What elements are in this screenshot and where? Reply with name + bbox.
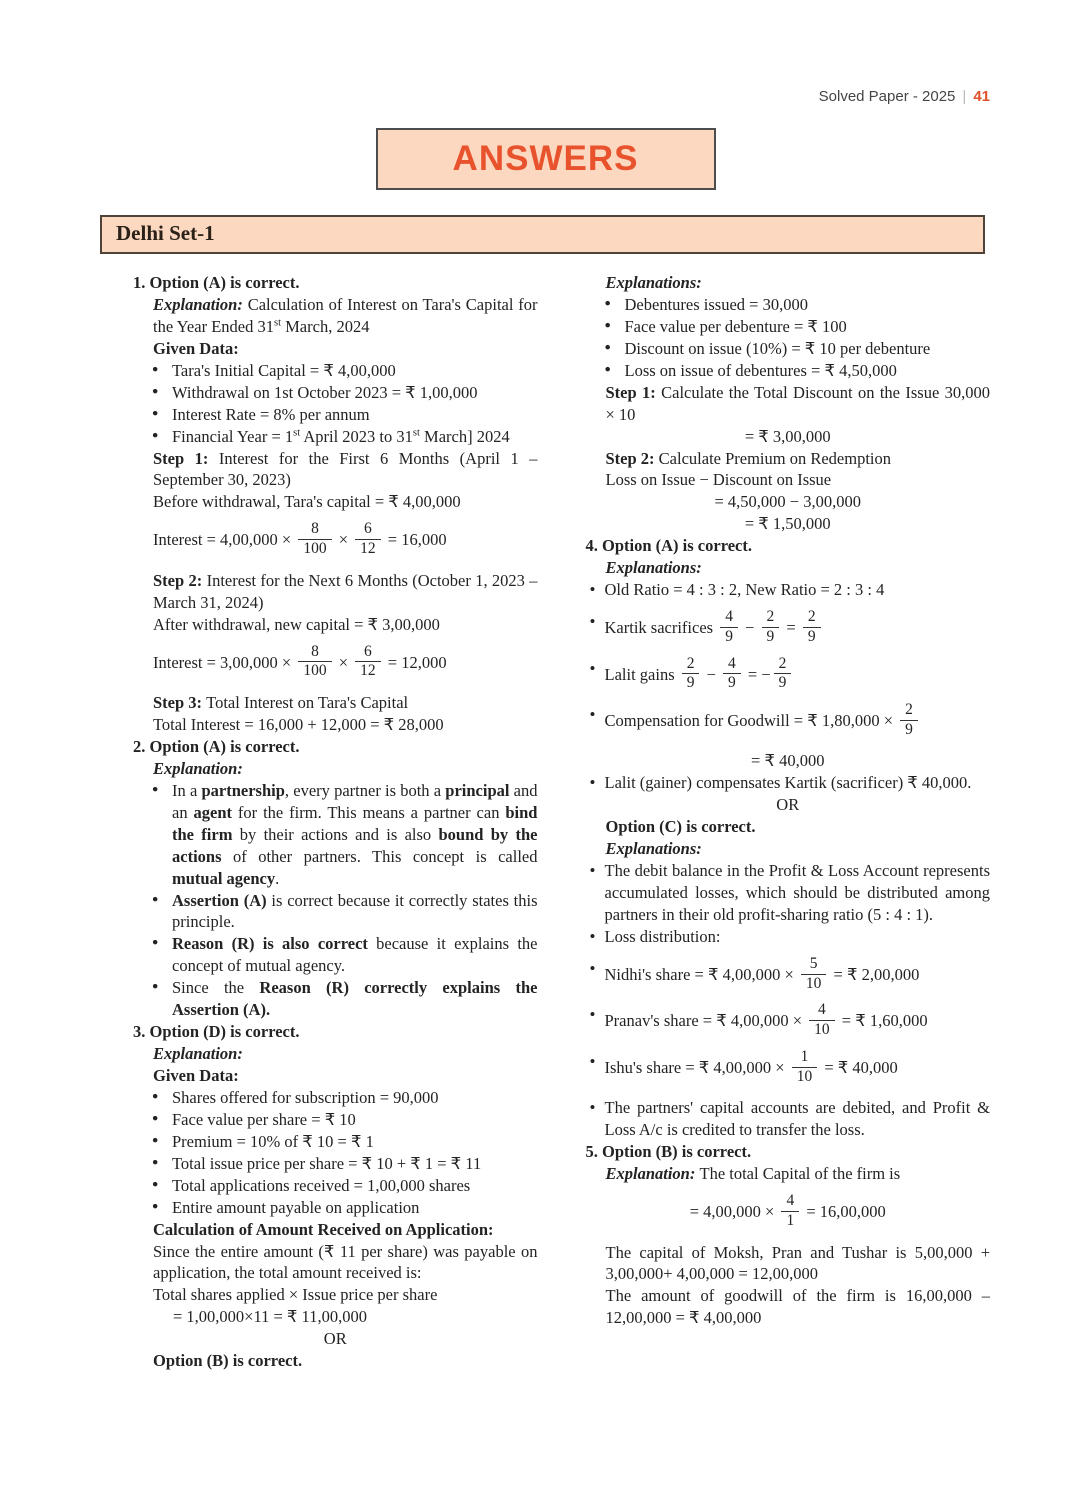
text-segment: Since the entire amount (₹ 11 per share) was payable on application, the total amount received is:: [153, 1241, 538, 1283]
text-line: [586, 750, 991, 772]
text-segment: and an: [172, 780, 538, 822]
text-segment: After withdrawal, new capital = ₹ 3,00,000: [153, 614, 440, 634]
text-segment: March] 2024: [419, 426, 510, 446]
fraction-denominator: 9: [778, 674, 787, 692]
text-line: [133, 382, 538, 404]
question-heading: [586, 535, 991, 557]
fraction-denominator: 10: [796, 1067, 813, 1085]
fraction-denominator: 10: [805, 974, 822, 992]
text-segment: = 1,00,000×11 = ₹ 11,00,000: [173, 1307, 367, 1327]
text-segment: Total Interest on Tara's Capital: [206, 693, 409, 713]
fraction-denominator: 9: [766, 627, 775, 645]
text-segment: for the firm. This means a partner can: [232, 802, 506, 822]
text-line: [133, 890, 538, 934]
text-line: [586, 954, 991, 994]
text-segment: Withdrawal on 1st October 2023 = ₹ 1,00,000: [172, 382, 478, 402]
section-header-label: Delhi Set-1: [116, 221, 215, 245]
fraction-denominator: 9: [686, 674, 695, 692]
text-segment: Reason (R) is also correct: [172, 934, 368, 954]
text-line: [133, 520, 538, 559]
text-segment: Entire amount payable on application: [172, 1197, 420, 1217]
text-line: [133, 1109, 538, 1131]
fraction-numerator: 2: [682, 656, 700, 675]
question-number: 5.: [585, 1142, 602, 1162]
text-segment: Step 2:: [153, 570, 207, 590]
text-segment: = ₹ 40,000: [751, 751, 825, 771]
fraction-numerator: 4: [720, 609, 738, 628]
fraction-numerator: 4: [809, 1002, 835, 1021]
text-segment: The amount of goodwill of the firm is 16,00,000 – 12,00,000 = ₹ 4,00,000: [605, 1286, 990, 1328]
answer-columns: [133, 272, 990, 1372]
text-segment: = ₹ 2,00,000: [829, 964, 920, 984]
text-segment: = 4,00,000 ×: [689, 1202, 779, 1222]
fraction-numerator: 6: [355, 644, 381, 663]
fraction-denominator: 1: [786, 1211, 795, 1229]
text-segment: Interest Rate = 8% per annum: [172, 404, 370, 424]
text-segment: Option (C) is correct.: [605, 817, 756, 837]
text-segment: OR: [323, 1329, 347, 1349]
text-segment: , every partner is both a: [284, 780, 446, 800]
text-line: [133, 1175, 538, 1197]
text-segment: = ₹ 3,00,000: [744, 426, 831, 446]
fraction: [298, 644, 331, 680]
question-number: 4.: [585, 536, 602, 556]
text-segment: Pranav's share = ₹ 4,00,000 ×: [604, 1011, 807, 1031]
text-segment: Before withdrawal, Tara's capital = ₹ 4,00,000: [153, 492, 461, 512]
text-segment: Compensation for Goodwill = ₹ 1,80,000 ×: [604, 711, 898, 731]
question-number: 3.: [133, 1022, 150, 1042]
text-segment: Shares offered for subscription = 90,000: [172, 1087, 439, 1107]
text-segment: Explanations:: [605, 558, 702, 578]
text-segment: Option (B) is correct.: [602, 1142, 752, 1162]
text-line: [133, 933, 538, 977]
text-segment: = 4,50,000 − 3,00,000: [714, 492, 861, 512]
text-segment: Calculation of Interest on Tara's Capital for the Year Ended 31: [153, 294, 538, 336]
text-segment: April 2023 to 31: [300, 426, 413, 446]
text-segment: Interest = 4,00,000 ×: [153, 530, 296, 550]
fraction-numerator: 2: [900, 702, 918, 721]
text-line: [586, 1047, 991, 1087]
text-line: [586, 557, 991, 579]
text-segment: Explanation:: [153, 294, 248, 314]
text-segment: = 12,000: [383, 652, 447, 672]
text-line: [133, 338, 538, 360]
text-segment: =: [782, 618, 800, 638]
text-segment: = 16,000: [383, 530, 447, 550]
text-line: [133, 714, 538, 736]
text-segment: st: [412, 427, 420, 439]
text-segment: bound by the actions: [172, 824, 538, 866]
text-segment: = −: [743, 664, 771, 684]
fraction-numerator: 5: [801, 956, 827, 975]
text-line: [133, 294, 538, 338]
text-segment: is correct because it correctly states this principle.: [172, 890, 538, 932]
fraction-numerator: 2: [803, 609, 821, 628]
fraction-denominator: 100: [303, 540, 327, 558]
text-segment: Discount on issue (10%) = ₹ 10 per debenture: [624, 338, 931, 358]
answers-banner-label: ANSWERS: [452, 139, 639, 178]
header-title: Solved Paper - 2025: [818, 88, 956, 105]
text-segment: −: [740, 618, 759, 638]
text-segment: Interest = 3,00,000 ×: [153, 652, 296, 672]
text-line: [133, 758, 538, 780]
text-segment: Tara's Initial Capital = ₹ 4,00,000: [172, 360, 396, 380]
text-line: [586, 579, 991, 601]
text-segment: Total issue price per share = ₹ 10 + ₹ 1 = ₹ 11: [172, 1153, 482, 1173]
text-segment: Since the: [172, 978, 260, 998]
text-segment: Premium = 10% of ₹ 10 = ₹ 1: [172, 1131, 374, 1151]
text-line: [586, 469, 991, 491]
text-segment: Interest for the First 6 Months (April 1 – September 30, 2023): [153, 448, 538, 490]
text-line: [586, 448, 991, 470]
text-segment: Lalit gains: [604, 664, 679, 684]
left-column: [133, 272, 538, 1372]
text-segment: Given Data:: [153, 1066, 239, 1085]
text-segment: Calculate the Total Discount on the Issue 30,000 × 10: [605, 382, 990, 424]
text-segment: −: [702, 664, 721, 684]
fraction-denominator: 9: [725, 627, 733, 645]
text-line: [133, 448, 538, 492]
fraction: [792, 1049, 818, 1085]
text-segment: Option (B) is correct.: [153, 1351, 303, 1371]
text-segment: principal: [445, 780, 510, 800]
header-divider: |: [962, 88, 967, 105]
text-line: [133, 1219, 538, 1241]
text-line: [133, 1241, 538, 1285]
text-segment: Kartik sacrifices: [604, 618, 718, 638]
text-line: [133, 642, 538, 682]
text-line: [133, 1131, 538, 1153]
question-heading: [133, 1021, 538, 1043]
text-segment: Debentures issued = 30,000: [624, 294, 808, 314]
text-segment: Explanation:: [605, 1164, 700, 1184]
text-line: [133, 692, 538, 714]
text-line: [133, 1284, 538, 1306]
text-line: [133, 1328, 538, 1350]
text-segment: March, 2024: [281, 316, 370, 336]
fraction: [781, 1193, 799, 1229]
text-segment: Loss distribution:: [604, 926, 721, 946]
text-line: [133, 570, 538, 614]
text-line: [586, 860, 991, 926]
text-segment: bind the firm: [172, 802, 538, 844]
text-segment: Total applications received = 1,00,000 shares: [172, 1175, 471, 1195]
fraction: [355, 521, 381, 557]
text-segment: of other partners. This concept is called: [221, 846, 538, 866]
text-line: [586, 1192, 991, 1231]
fraction-denominator: 100: [303, 662, 327, 680]
text-segment: Old Ratio = 4 : 3 : 2, New Ratio = 2 : 3 : 4: [604, 580, 885, 600]
page-header: [819, 88, 990, 105]
text-line: [586, 360, 991, 382]
text-segment: Face value per debenture = ₹ 100: [624, 316, 847, 336]
text-segment: Explanation:: [153, 1044, 243, 1064]
text-segment: Calculate Premium on Redemption: [658, 448, 892, 468]
text-line: [133, 1043, 538, 1065]
text-line: [586, 701, 991, 740]
text-segment: The capital of Moksh, Pran and Tushar is 5,00,000 + 3,00,000+ 4,00,000 = 12,00,000: [605, 1242, 990, 1284]
text-line: [133, 977, 538, 1021]
fraction: [774, 656, 792, 692]
text-segment: Option (A) is correct.: [149, 273, 300, 292]
section-header: [100, 215, 985, 254]
text-segment: st: [293, 427, 301, 439]
text-line: [586, 491, 991, 513]
text-segment: by their actions and is also: [232, 824, 439, 844]
question-heading: [133, 736, 538, 758]
text-segment: OR: [776, 795, 800, 815]
fraction-numerator: 4: [781, 1193, 799, 1212]
text-segment: Step 3:: [153, 693, 207, 713]
text-line: [133, 1350, 538, 1372]
text-segment: partnership: [201, 780, 285, 800]
fraction: [900, 702, 918, 738]
text-line: [586, 294, 991, 316]
text-segment: Loss on Issue − Discount on Issue: [605, 470, 832, 490]
fraction: [762, 609, 780, 645]
text-line: [586, 426, 991, 448]
fraction-numerator: 6: [355, 521, 381, 540]
text-segment: Ishu's share = ₹ 4,00,000 ×: [604, 1057, 789, 1077]
text-line: [133, 404, 538, 426]
question-heading: [133, 272, 538, 294]
fraction-denominator: 9: [905, 720, 913, 738]
fraction-denominator: 12: [360, 662, 376, 680]
text-segment: Explanation:: [153, 758, 243, 778]
text-segment: Step 2:: [605, 448, 659, 468]
text-segment: = 16,00,000: [802, 1202, 886, 1222]
text-line: [586, 794, 991, 816]
text-line: [586, 838, 991, 860]
text-segment: ×: [334, 530, 353, 550]
fraction-numerator: 2: [774, 656, 792, 675]
text-line: [586, 608, 991, 647]
text-line: [133, 426, 538, 448]
text-line: [586, 272, 991, 294]
text-segment: ×: [334, 652, 353, 672]
text-segment: Reason (R) correctly explains the Assertion (A).: [172, 978, 538, 1020]
question-number: 2.: [133, 736, 150, 756]
fraction-denominator: 9: [728, 674, 736, 692]
text-line: [133, 1197, 538, 1219]
text-segment: Face value per share = ₹ 10: [172, 1109, 356, 1129]
text-segment: st: [273, 317, 281, 329]
fraction: [723, 656, 741, 692]
fraction: [355, 644, 381, 680]
text-segment: Option (A) is correct.: [149, 736, 300, 756]
text-segment: In a: [172, 780, 202, 800]
text-line: [133, 780, 538, 890]
text-line: [586, 654, 991, 694]
text-segment: Step 1:: [605, 382, 662, 402]
answers-banner: [376, 128, 716, 190]
text-segment: Nidhi's share = ₹ 4,00,000 ×: [604, 964, 798, 984]
text-line: [133, 1065, 538, 1087]
page-number: 41: [973, 88, 990, 105]
text-segment: The debit balance in the Profit & Loss Account represents accumulated losses, which should be distributed among partners in their old profit-sharing ratio (5 : 4 : 1).: [604, 861, 990, 925]
fraction-numerator: 8: [298, 521, 331, 540]
text-line: [133, 1087, 538, 1109]
right-column: [586, 272, 991, 1372]
text-line: [586, 1163, 991, 1185]
text-line: [586, 1097, 991, 1141]
text-segment: = ₹ 40,000: [820, 1057, 898, 1077]
text-line: [586, 816, 991, 838]
text-line: [133, 614, 538, 636]
fraction-numerator: 1: [792, 1049, 818, 1068]
text-segment: Total shares applied × Issue price per share: [153, 1285, 438, 1305]
text-segment: mutual agency: [172, 868, 276, 888]
fraction: [682, 656, 700, 692]
fraction: [809, 1002, 835, 1038]
fraction-denominator: 9: [807, 627, 816, 645]
question-heading: [586, 1141, 991, 1163]
text-segment: = ₹ 1,60,000: [837, 1011, 928, 1031]
text-segment: The total Capital of the firm is: [699, 1164, 901, 1184]
text-segment: Step 1:: [153, 448, 219, 468]
text-line: [586, 926, 991, 948]
text-segment: Explanations:: [605, 839, 702, 859]
text-segment: The partners' capital accounts are debited, and Profit & Loss A/c is credited to transfer the loss.: [604, 1098, 990, 1140]
fraction-numerator: 4: [723, 656, 741, 675]
text-segment: = ₹ 1,50,000: [744, 514, 831, 534]
fraction-denominator: 12: [360, 540, 376, 558]
text-line: [133, 491, 538, 513]
text-segment: agent: [193, 802, 232, 822]
question-number: 1.: [133, 273, 150, 292]
text-segment: Financial Year = 1: [172, 426, 294, 446]
text-segment: Calculation of Amount Received on Application:: [153, 1219, 494, 1239]
text-line: [586, 1242, 991, 1286]
text-segment: Given Data:: [153, 338, 239, 358]
text-segment: .: [275, 868, 280, 888]
text-line: [586, 316, 991, 338]
text-segment: Explanations:: [605, 273, 702, 292]
text-line: [586, 1001, 991, 1040]
text-line: [586, 772, 991, 794]
fraction-numerator: 8: [298, 644, 331, 663]
text-line: [133, 1306, 538, 1328]
fraction-denominator: 10: [814, 1021, 830, 1039]
text-segment: Option (D) is correct.: [149, 1022, 300, 1042]
text-segment: Lalit (gainer) compensates Kartik (sacrificer) ₹ 40,000.: [604, 773, 972, 793]
text-segment: Total Interest = 16,000 + 12,000 = ₹ 28,000: [153, 715, 444, 734]
text-line: [586, 338, 991, 360]
text-line: [586, 1285, 991, 1329]
fraction: [720, 609, 738, 645]
text-segment: Loss on issue of debentures = ₹ 4,50,000: [624, 360, 897, 380]
fraction: [298, 521, 331, 557]
fraction: [801, 956, 827, 992]
text-segment: because it explains the concept of mutual agency.: [172, 934, 538, 976]
text-line: [586, 513, 991, 535]
text-segment: Interest for the Next 6 Months (October 1, 2023 – March 31, 2024): [153, 570, 538, 612]
fraction: [803, 609, 821, 645]
text-line: [133, 1153, 538, 1175]
text-segment: Option (A) is correct.: [602, 536, 752, 556]
text-segment: Assertion (A): [172, 890, 267, 910]
text-line: [133, 360, 538, 382]
text-line: [586, 382, 991, 426]
fraction-numerator: 2: [762, 609, 780, 628]
